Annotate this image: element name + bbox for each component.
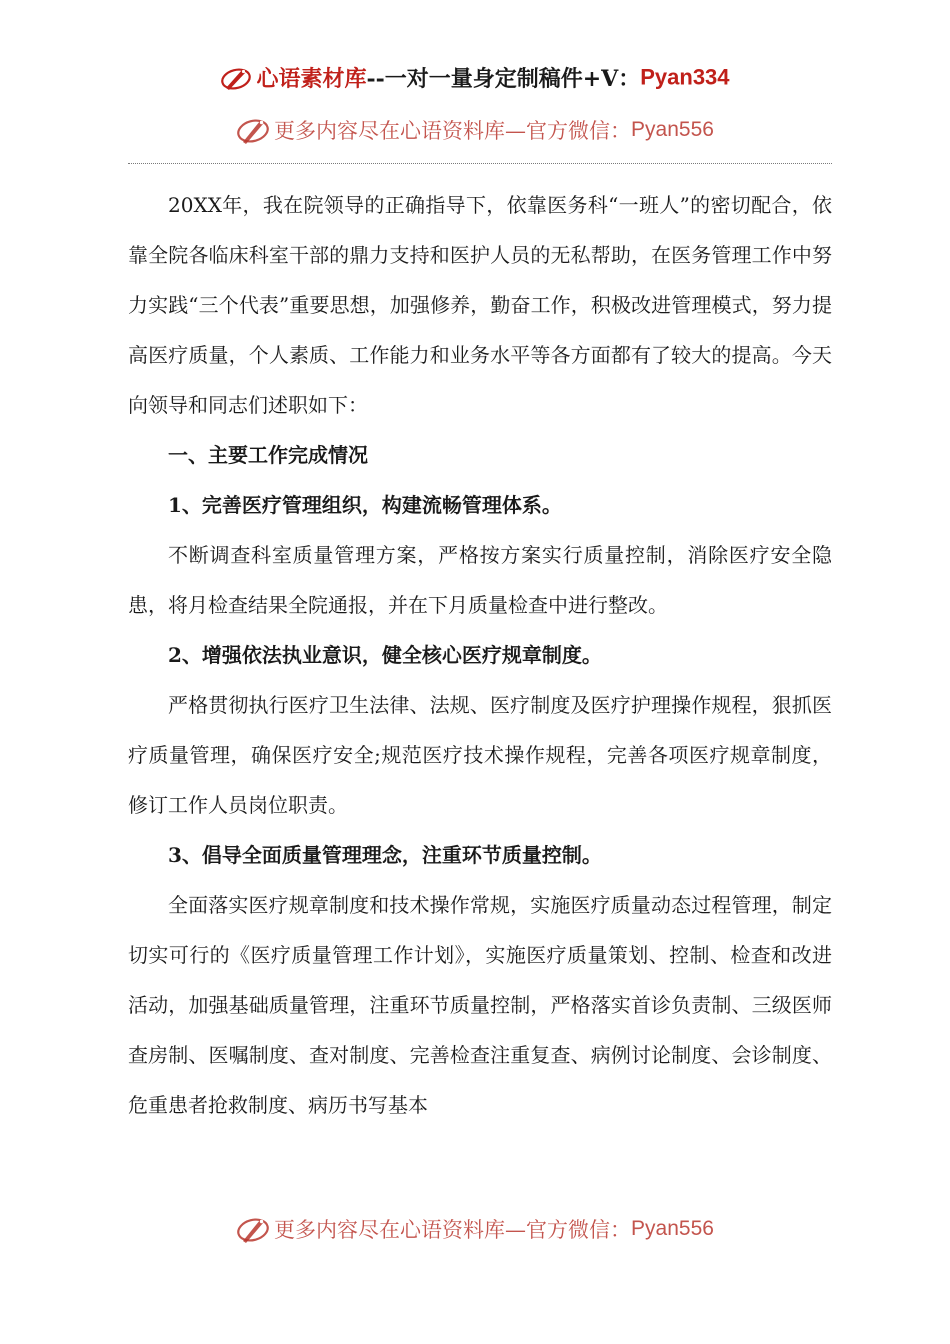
header-wechat-id: Pyan334 <box>640 64 730 90</box>
intro-paragraph: 20XX年，我在院领导的正确指导下，依靠医务科“一班人”的密切配合，依靠全院各临床科室干部的鼎力支持和医护人员的无私帮助，在医务管理工作中努力实践“三个代表”重要思想，加强修养，勤奋工作，积极改进管理模式，努力提高医疗质量，个人素质、工作能力和业务水平等各方面都有了较大的提高。今天向领导和同志们述职如下： <box>128 193 832 417</box>
item-heading-2: 2、增强依法执业意识，健全核心医疗规章制度。 <box>168 643 602 667</box>
bottom-watermark-banner <box>0 1212 950 1246</box>
banner-wechat-id: Pyan556 <box>631 1217 714 1240</box>
top-watermark-banner <box>0 113 950 147</box>
pen-nib-logo-icon <box>236 1212 272 1246</box>
item-paragraph-1: 不断调查科室质量管理方案，严格按方案实行质量控制，消除医疗安全隐患，将月检查结果全院通报，并在下月质量检查中进行整改。 <box>128 543 832 617</box>
header-divider <box>128 163 832 164</box>
item-heading-3: 3、倡导全面质量管理理念，注重环节质量控制。 <box>168 843 602 867</box>
brand-name: 心语素材库 <box>256 66 367 92</box>
header-line <box>0 62 950 93</box>
section-heading: 一、主要工作完成情况 <box>168 443 368 467</box>
banner-text: 更多内容尽在心语资料库—官方微信： <box>274 1218 632 1242</box>
banner-wechat-id: Pyan556 <box>631 118 714 141</box>
pen-nib-logo-icon <box>220 64 254 92</box>
banner-text: 更多内容尽在心语资料库—官方微信： <box>274 119 632 143</box>
item-paragraph-2: 严格贯彻执行医疗卫生法律、法规、医疗制度及医疗护理操作规程，狠抓医疗质量管理，确保医疗安全;规范医疗技术操作规程，完善各项医疗规章制度，修订工作人员岗位职责。 <box>128 693 832 817</box>
header-slogan: --一对一量身定制稿件+V： <box>366 66 641 92</box>
item-heading-1: 1、完善医疗管理组织，构建流畅管理体系。 <box>168 493 562 517</box>
document-body <box>128 180 832 1130</box>
item-paragraph-3: 全面落实医疗规章制度和技术操作常规，实施医疗质量动态过程管理，制定切实可行的《医疗质量管理工作计划》，实施医疗质量策划、控制、检查和改进活动，加强基础质量管理，注重环节质量控制，严格落实首诊负责制、三级医师查房制、医嘱制度、查对制度、完善检查注重复查、病例讨论制度、会诊制度、危重患者抢救制度、病历书写基本 <box>128 893 832 1117</box>
pen-nib-logo-icon <box>236 113 272 147</box>
